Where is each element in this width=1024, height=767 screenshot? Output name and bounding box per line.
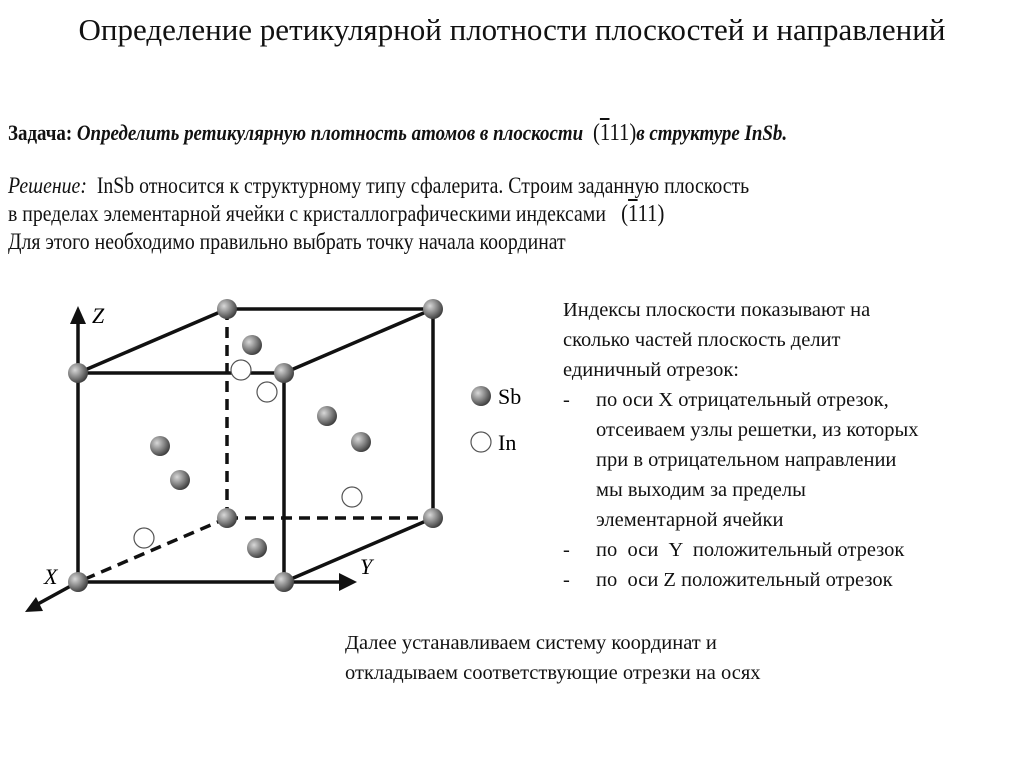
legend-in-icon [471, 432, 491, 452]
z-arrow-icon [70, 306, 86, 324]
list-item [563, 385, 918, 535]
index-bar-digit: 1 [599, 120, 610, 146]
legend-sb-icon [471, 386, 491, 406]
explanation-line: Индексы плоскости показывают на [563, 299, 871, 321]
list-line: по оси Z положительный отрезок [596, 569, 893, 591]
sb-atom [68, 572, 88, 592]
index-bar-digit: 1 [628, 201, 638, 227]
solution-text-3: Для этого необходимо правильно выбрать точку начала координат [8, 229, 566, 254]
list-line: отсеиваем узлы решетки, из которых [596, 419, 919, 441]
list-line: по оси Y положительный отрезок [596, 539, 905, 561]
sb-atom [242, 335, 262, 355]
sb-atom [274, 572, 294, 592]
y-arrow-icon [339, 573, 357, 591]
conclusion [345, 628, 761, 688]
list-line: мы выходим за пределы [596, 479, 806, 501]
in-atom [231, 360, 251, 380]
solution-text-1: InSb относится к структурному типу сфалерита. Строим заданную плоскость [96, 173, 750, 198]
conclusion-line: Далее устанавливаем систему координат и [345, 632, 717, 654]
sb-atom [247, 538, 267, 558]
sb-atom [274, 363, 294, 383]
legend-sb-label: Sb [498, 384, 522, 409]
x-axis-label: X [44, 564, 58, 589]
sb-atom [150, 436, 170, 456]
sb-atom [68, 363, 88, 383]
index-rest: 11) [637, 201, 665, 227]
list-line: элементарной ячейки [596, 509, 784, 531]
in-atoms [134, 360, 362, 548]
sb-atom [317, 406, 337, 426]
task-suffix: в структуре InSb. [636, 120, 788, 145]
axes [36, 320, 345, 605]
sb-atoms [68, 299, 443, 592]
z-axis-label: Z [92, 303, 105, 328]
page-title: Определение ретикулярной плотности плоскостей и направлений [78, 12, 946, 47]
sb-atom [423, 508, 443, 528]
sb-atom [351, 432, 371, 452]
index-paren: ( [621, 201, 629, 227]
legend-in-label: In [498, 430, 517, 455]
in-atom [257, 382, 277, 402]
explanation-line: единичный отрезок: [563, 359, 739, 381]
solution-label: Решение: [8, 173, 87, 198]
bullet-dash: - [563, 569, 570, 591]
in-atom [342, 487, 362, 507]
sb-atom [423, 299, 443, 319]
list-line: при в отрицательном направлении [596, 449, 897, 471]
task-text: Определить ретикулярную плотность атомов в плоскости [76, 120, 584, 145]
explanation-line: сколько частей плоскость делит [563, 329, 841, 351]
bullet-dash: - [563, 539, 570, 561]
in-atom [134, 528, 154, 548]
y-axis-label: Y [360, 554, 373, 579]
sb-atom [217, 508, 237, 528]
conclusion-line: откладываем соответствующие отрезки на осях [345, 662, 761, 684]
bullet-dash: - [563, 389, 570, 411]
list-line: по оси X отрицательный отрезок, [596, 389, 889, 411]
task-label: Задача: [8, 120, 73, 145]
index-rest: 11) [609, 120, 637, 146]
list-item [563, 535, 918, 565]
sb-atom [217, 299, 237, 319]
sb-atom [170, 470, 190, 490]
list-item [563, 565, 918, 595]
solution-text-2: в пределах элементарной ячейки с кристаллографическими индексами [8, 201, 606, 226]
index-paren: ( [593, 120, 600, 146]
explanation [563, 295, 918, 595]
